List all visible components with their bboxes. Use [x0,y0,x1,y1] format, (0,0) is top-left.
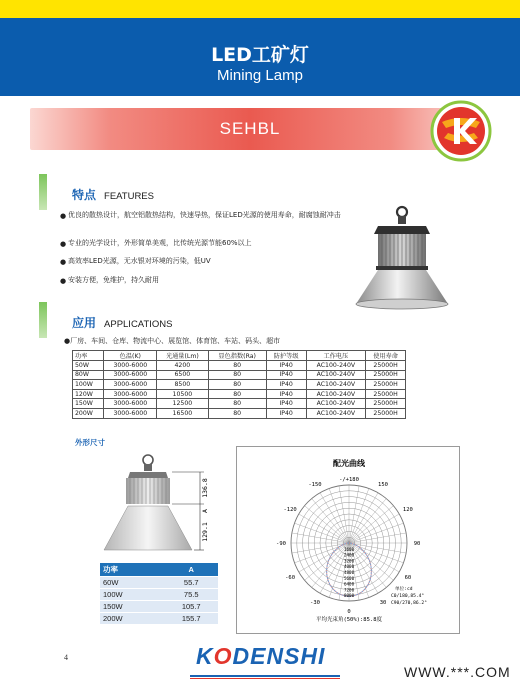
applications-title-cn: 应用 [72,316,97,330]
polar-ring-label: 7200 [344,587,355,593]
dimension-table [100,563,218,624]
polar-angle-label: -120 [283,507,297,513]
header-title-cn: LED工矿灯 [211,44,309,66]
dim-value-cell: 105.7 [164,600,218,612]
website-watermark: WWW.***.COM [404,664,511,680]
polar-legend-c90: C90/270,86.2° [391,601,427,606]
polar-ring-label: 2400 [344,552,355,558]
polar-angle-label: 90 [413,541,421,547]
model-name: SEHBL [219,119,281,138]
dim-value-cell: 155.7 [164,612,218,624]
dim-power-cell: 150W [100,600,164,612]
feature-text: 安装方便，免维护，持久耐用 [68,276,159,284]
table-cell: IP40 [266,389,306,399]
polar-ring-label: 3200 [344,558,355,564]
table-cell: 6500 [157,370,208,380]
table-cell: 25000H [366,399,406,409]
polar-legend-c0: C0/180,85.4° [391,594,425,599]
polar-angle-label: 60 [404,575,412,581]
logo-part-k: K [196,643,214,669]
table-cell: AC100-240V [306,361,366,371]
table-cell: 80 [208,389,266,399]
feature-item [60,210,343,221]
table-cell: 100W [73,380,104,390]
table-cell: AC100-240V [306,408,366,418]
table-cell: 25000H [366,361,406,371]
features-title [72,186,154,203]
mining-lamp-product-image [352,204,452,312]
polar-angle-label: 30 [379,599,387,606]
applications-text: ●厂房、车间、仓库、物流中心、展览馆、体育馆、车站、码头、超市 [64,337,281,345]
feature-text: 专业的光学设计，外形简单美观，比传统光源节能60%以上 [68,239,252,247]
table-cell: AC100-240V [306,399,366,409]
header-title-en: Mining Lamp [217,67,303,84]
spec-col-header: 显色指数(Ra) [208,351,266,361]
polar-ring-label: 1600 [344,546,355,552]
applications-title [72,314,172,331]
dim-col-power: 功率 [100,563,164,576]
bullet-icon: ● [60,212,67,220]
polar-angle-label: -90 [276,541,286,547]
dim-value-cell: 55.7 [164,576,218,588]
features-section-bar [39,174,47,210]
logo-part-rest: DENSHI [232,643,326,669]
spec-col-header: 工作电压 [306,351,366,361]
feature-text: 优良的散热设计，航空铝散热结构，快速导热，保证LED光源的使用寿命，耐腐蚀耐冲击 [68,211,341,219]
feature-item [60,238,358,249]
polar-angle-label: -60 [285,575,296,581]
table-cell: 80 [208,408,266,418]
table-cell: 3000-6000 [104,380,157,390]
table-cell: 80W [73,370,104,380]
table-cell: 12500 [157,399,208,409]
table-cell: 10500 [157,389,208,399]
polar-chart-svg [237,447,461,635]
bullet-icon: ● [60,277,67,285]
table-cell: IP40 [266,370,306,380]
table-row [73,361,406,371]
feature-item [60,275,358,286]
table-cell: IP40 [266,399,306,409]
table-cell: 3000-6000 [104,399,157,409]
table-cell: AC100-240V [306,389,366,399]
table-cell: 80 [208,399,266,409]
table-cell: 120W [73,389,104,399]
dim-mark-a: A [201,509,209,513]
polar-angle-label: 0 [347,609,351,615]
bullet-icon: ● [60,240,67,248]
features-title-en: FEATURES [104,191,154,202]
table-cell: AC100-240V [306,370,366,380]
table-cell: 3000-6000 [104,370,157,380]
polar-angle-label: -150 [308,482,322,489]
footer-underline-red [190,678,340,679]
polar-angle-label: 150 [378,482,388,489]
table-cell: 3000-6000 [104,361,157,371]
polar-angle-label: -30 [310,599,320,606]
table-row [73,408,406,418]
table-row [100,612,218,624]
polar-top-label: -/+180 [339,477,359,483]
features-title-cn: 特点 [72,188,97,202]
dimensions-label: 外形尺寸 [75,438,105,447]
spec-col-header: 防护等级 [266,351,306,361]
spec-col-header: 使用寿命 [366,351,406,361]
feature-item [60,256,358,267]
table-cell: 16500 [157,408,208,418]
polar-ring-label: 4800 [344,570,355,575]
table-cell: 3000-6000 [104,408,157,418]
applications-section-bar [39,302,47,338]
model-banner [30,108,470,150]
table-row [73,370,406,380]
table-cell: 80 [208,370,266,380]
table-row [73,389,406,399]
spec-table [72,350,406,419]
table-row [100,588,218,600]
table-cell: 4200 [157,361,208,371]
spec-col-header: 色温(K) [104,351,157,361]
top-yellow-bar [0,0,520,18]
dim-height-top: 136.8 [201,478,209,498]
table-cell: IP40 [266,408,306,418]
polar-ring-label: 8000 [344,593,355,599]
page-number: 4 [64,653,68,662]
table-cell: 80 [208,361,266,371]
kodenshi-logo [196,643,325,670]
feature-text: 高效率LED光源，无水银对环境的污染，低UV [68,257,211,265]
dimension-table-header [100,563,218,576]
table-cell: IP40 [266,380,306,390]
table-cell: 80 [208,380,266,390]
dim-col-a: A [164,563,218,576]
polar-title: 配光曲线 [333,459,365,468]
page-header [0,18,520,96]
table-cell: 25000H [366,380,406,390]
brand-circle-logo-icon [430,100,492,162]
table-cell: 150W [73,399,104,409]
table-row [73,380,406,390]
polar-ring-label: 4000 [344,564,355,570]
table-row [100,576,218,588]
polar-angle-label: 120 [402,507,413,513]
table-cell: 200W [73,408,104,418]
footer-underline [190,675,340,677]
logo-part-o: O [213,643,233,669]
polar-ring-label: 6400 [344,581,355,587]
dim-power-cell: 60W [100,576,164,588]
table-row [100,600,218,612]
table-cell: 50W [73,361,104,371]
table-row [73,399,406,409]
spec-col-header: 功率 [73,351,104,361]
light-distribution-chart [236,446,460,634]
polar-ring-label: 5600 [344,575,355,581]
table-cell: IP40 [266,361,306,371]
applications-title-en: APPLICATIONS [104,319,173,330]
table-cell: AC100-240V [306,380,366,390]
spec-col-header: 光通量(Lm) [157,351,208,361]
polar-caption: 平均光束角(50%):85.8度 [315,617,383,623]
table-cell: 3000-6000 [104,389,157,399]
spec-table-header [73,351,406,361]
table-cell: 25000H [366,408,406,418]
bullet-icon: ● [60,258,67,266]
polar-legend-unit: 单位:cd [395,587,413,592]
table-cell: 25000H [366,389,406,399]
table-cell: 8500 [157,380,208,390]
table-cell: 25000H [366,370,406,380]
dim-power-cell: 100W [100,588,164,600]
dimension-drawing [100,450,220,560]
dim-height-bottom: 129.1 [201,522,209,542]
dim-power-cell: 200W [100,612,164,624]
dim-value-cell: 75.5 [164,588,218,600]
